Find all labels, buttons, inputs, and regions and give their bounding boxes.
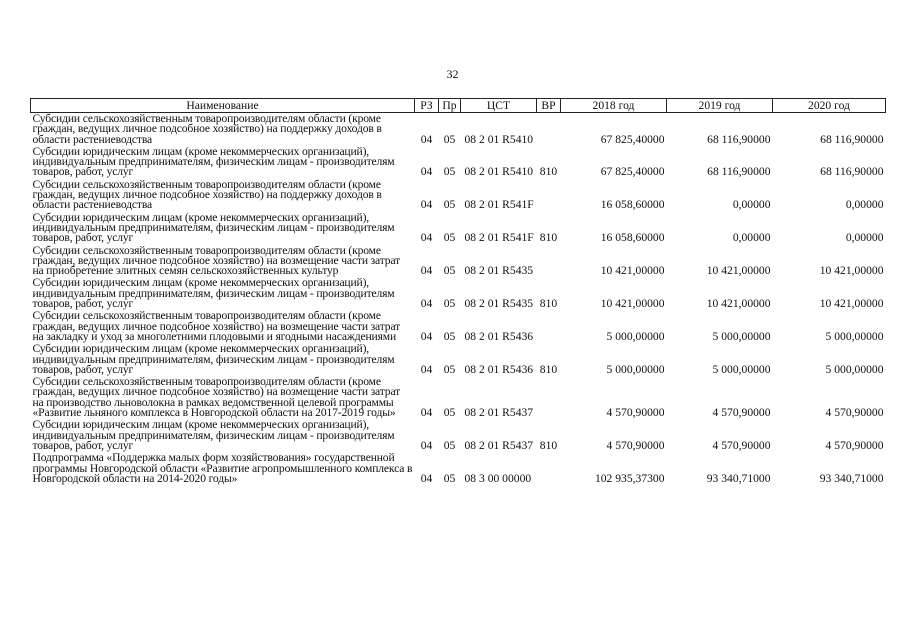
cell-rz: 04 [420,329,433,343]
cell-pr: 05 [443,329,456,343]
cell-2018: 102 935,37300 [594,471,665,485]
cell-pr: 05 [443,264,456,278]
cell-2020: 93 340,71000 [819,471,884,485]
cell-2019: 10 421,00000 [706,297,771,311]
header-cst: ЦСТ [461,99,537,113]
cell-cst: 08 2 01 R5436 [464,362,534,376]
cell-2018: 67 825,40000 [600,165,665,179]
cell-pr: 05 [443,132,456,146]
cell-vr [537,179,561,212]
table-row [31,310,886,343]
cell-pr: 05 [443,297,456,311]
table-row [31,343,886,376]
cell-2020: 10 421,00000 [819,264,884,278]
cell-vr: 810 [539,362,558,376]
cell-pr: 05 [443,165,456,179]
cell-2019: 5 000,00000 [712,329,771,343]
cell-pr: 05 [443,438,456,452]
cell-2019: 68 116,90000 [707,132,771,146]
cell-2018: 10 421,00000 [600,264,665,278]
cell-vr [537,376,561,419]
cell-pr: 05 [443,362,456,376]
cell-pr: 05 [443,471,456,485]
cell-2018: 16 058,60000 [600,231,665,245]
cell-name: Подпрограмма «Поддержка малых форм хозяйствования» государственной программы Новгородской области «Развитие агропромышленного комплекса в Новгородской области на 2014-2020 годы» [32,451,413,485]
cell-name: Субсидии сельскохозяйственным товаропроизводителям области (кроме граждан, ведущих личное подсобное хозяйство) на возмещение части затрат на закладку и уход за многолетними плодовыми и ягодными насаждениями [32,309,401,343]
cell-name: Субсидии сельскохозяйственным товаропроизводителям области (кроме граждан, ведущих личное подсобное хозяйство) на возмещение части затрат на приобретение элитных семян сельскохозяйственных культур [32,243,401,278]
cell-cst: 08 3 00 00000 [464,471,532,485]
cell-vr: 810 [539,297,558,311]
table-row [31,452,886,485]
cell-2019: 4 570,90000 [712,406,771,420]
cell-2018: 5 000,00000 [606,362,665,376]
cell-2020: 68 116,90000 [820,132,884,146]
cell-2019: 0,00000 [732,198,771,212]
table-body [31,113,886,486]
cell-vr [537,452,561,485]
cell-rz: 04 [420,165,433,179]
cell-vr [537,310,561,343]
cell-vr [537,245,561,278]
budget-table [30,98,886,485]
header-2018: 2018 год [561,99,667,113]
cell-2018: 16 058,60000 [600,198,665,212]
header-row [31,99,886,113]
cell-2019: 4 570,90000 [712,438,771,452]
cell-name: Субсидии юридическим лицам (кроме некоммерческих организаций), индивидуальным предпринимателям, физическим лицам - производителям товаров, работ, услуг [32,276,395,311]
cell-name: Субсидии сельскохозяйственным товаропроизводителям области (кроме граждан, ведущих личное подсобное хозяйство) на поддержку доходов в области растениеводства [32,177,382,212]
cell-2020: 4 570,90000 [825,438,884,452]
table-row [31,245,886,278]
header-pr: Пр [439,99,461,113]
cell-2020: 5 000,00000 [825,329,884,343]
cell-2019: 5 000,00000 [712,362,771,376]
table-row [31,212,886,245]
cell-rz: 04 [420,231,433,245]
cell-rz: 04 [420,471,433,485]
cell-vr: 810 [539,231,558,245]
cell-2020: 10 421,00000 [819,297,884,311]
cell-name: Субсидии юридическим лицам (кроме некоммерческих организаций), индивидуальным предпринимателям, физическим лицам - производителям товаров, работ, услуг [32,144,395,179]
cell-2020: 0,00000 [845,231,884,245]
table-row [31,419,886,452]
cell-cst: 08 2 01 R5410 [464,132,534,146]
table-row [31,277,886,310]
cell-name: Субсидии юридическим лицам (кроме некоммерческих организаций), индивидуальным предпринимателям, физическим лицам - производителям товаров, работ, услуг [32,342,395,376]
cell-name: Субсидии сельскохозяйственным товаропроизводителям области (кроме граждан, ведущих личное подсобное хозяйство) на возмещение части затрат на производство льноволокна в рамках ведомственной целевой программы «Развитие льняного комплекса в Новгородской области на 2017-2019 годы» [32,375,401,420]
cell-2020: 4 570,90000 [825,406,884,420]
cell-2018: 4 570,90000 [606,406,665,420]
cell-rz: 04 [420,362,433,376]
cell-rz: 04 [420,132,433,146]
cell-cst: 08 2 01 R5435 [464,297,534,311]
cell-cst: 08 2 01 R5436 [464,329,534,343]
table-row [31,376,886,419]
cell-cst: 08 2 01 R5437 [464,406,534,420]
table-row [31,146,886,179]
cell-2018: 5 000,00000 [606,329,665,343]
cell-cst: 08 2 01 R5435 [464,264,534,278]
cell-pr: 05 [443,198,456,212]
cell-2018: 4 570,90000 [606,438,665,452]
header-rz: РЗ [415,99,439,113]
cell-vr: 810 [539,438,558,452]
cell-rz: 04 [420,406,433,420]
cell-vr: 810 [539,165,558,179]
cell-pr: 05 [443,406,456,420]
cell-2019: 68 116,90000 [707,165,771,179]
cell-name: Субсидии юридическим лицам (кроме некоммерческих организаций), индивидуальным предпринимателям, физическим лицам - производителям товаров, работ, услуг [32,418,395,452]
cell-rz: 04 [420,297,433,311]
cell-2019: 10 421,00000 [706,264,771,278]
cell-cst: 08 2 01 R5410 [464,165,534,179]
cell-cst: 08 2 01 R541F [464,231,534,245]
header-vr: ВР [537,99,561,113]
cell-vr [537,113,561,146]
table-row [31,179,886,212]
page-number: 32 [446,67,459,81]
cell-2020: 0,00000 [845,198,884,212]
cell-rz: 04 [420,438,433,452]
cell-2019: 93 340,71000 [706,471,771,485]
header-name: Наименование [31,99,415,113]
cell-2018: 10 421,00000 [600,297,665,311]
cell-rz: 04 [420,264,433,278]
header-2019: 2019 год [667,99,773,113]
cell-pr: 05 [443,231,456,245]
cell-cst: 08 2 01 R541F [464,198,534,212]
cell-cst: 08 2 01 R5437 [464,438,534,452]
cell-name: Субсидии сельскохозяйственным товаропроизводителям области (кроме граждан, ведущих личное подсобное хозяйство) на поддержку доходов в области растениеводства [32,112,382,146]
cell-name: Субсидии юридическим лицам (кроме некоммерческих организаций), индивидуальным предпринимателям, физическим лицам - производителям товаров, работ, услуг [32,210,395,245]
cell-2020: 68 116,90000 [820,165,884,179]
cell-rz: 04 [420,198,433,212]
table-row [31,113,886,146]
cell-2020: 5 000,00000 [825,362,884,376]
cell-2018: 67 825,40000 [600,132,665,146]
cell-2019: 0,00000 [732,231,771,245]
header-2020: 2020 год [773,99,886,113]
